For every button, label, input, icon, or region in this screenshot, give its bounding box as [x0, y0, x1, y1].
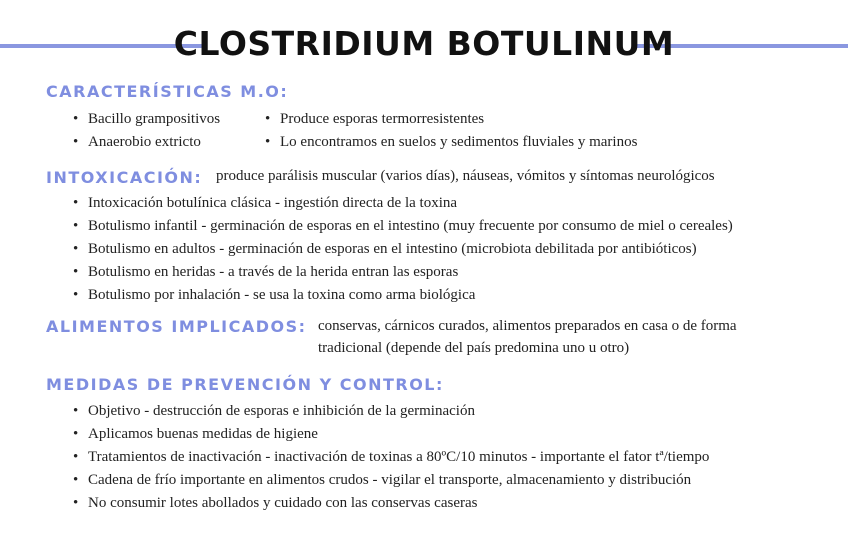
caracteristicas-heading: CARACTERÍSTICAS M.O:: [46, 82, 289, 101]
list-item: • Tratamientos de inactivación - inactivación de toxinas a 80ºC/10 minutos - importante el fator tª/tiempo: [70, 446, 709, 469]
list-item: • Intoxicación botulínica clásica - ingestión directa de la toxina: [70, 192, 733, 215]
list-item: • Botulismo en adultos - germinación de esporas en el intestino (microbiota debilitada por antibióticos): [70, 238, 733, 261]
medidas-list: [70, 400, 709, 515]
intoxicacion-text: produce parálisis muscular (varios días), náuseas, vómitos y síntomas neurológicos: [216, 168, 715, 184]
list-item: • Objetivo - destrucción de esporas e inhibición de la germinación: [70, 400, 709, 423]
intoxicacion-list: [70, 192, 733, 307]
list-item: • Botulismo en heridas - a través de la herida entran las esporas: [70, 261, 733, 284]
list-item: • Cadena de frío importante en alimentos crudos - vigilar el transporte, almacenamiento y distribución: [70, 469, 709, 492]
list-item: • Botulismo por inhalación - se usa la toxina como arma biológica: [70, 284, 733, 307]
alimentos-heading: ALIMENTOS IMPLICADOS:: [46, 317, 307, 336]
alimentos-text-line2: tradicional (depende del país predomina uno u otro): [318, 340, 630, 356]
list-item: • No consumir lotes abollados y cuidado con las conservas caseras: [70, 492, 709, 515]
list-item: • Produce esporas termorresistentes: [262, 108, 637, 131]
page-title: CLOSTRIDIUM BOTULINUM: [173, 24, 675, 63]
intoxicacion-heading: INTOXICACIÓN:: [46, 168, 203, 187]
list-item: • Aplicamos buenas medidas de higiene: [70, 423, 709, 446]
caracteristicas-col1-list: [70, 108, 220, 154]
list-item: • Anaerobio extricto: [70, 131, 220, 154]
medidas-heading: MEDIDAS DE PREVENCIÓN Y CONTROL:: [46, 375, 444, 394]
list-item: • Lo encontramos en suelos y sedimentos fluviales y marinos: [262, 131, 637, 154]
caracteristicas-col2-list: [262, 108, 637, 154]
alimentos-text-line1: conservas, cárnicos curados, alimentos preparados en casa o de forma: [318, 318, 737, 334]
list-item: • Botulismo infantil - germinación de esporas en el intestino (muy frecuente por consumo de miel o cereales): [70, 215, 733, 238]
list-item: • Bacillo grampositivos: [70, 108, 220, 131]
